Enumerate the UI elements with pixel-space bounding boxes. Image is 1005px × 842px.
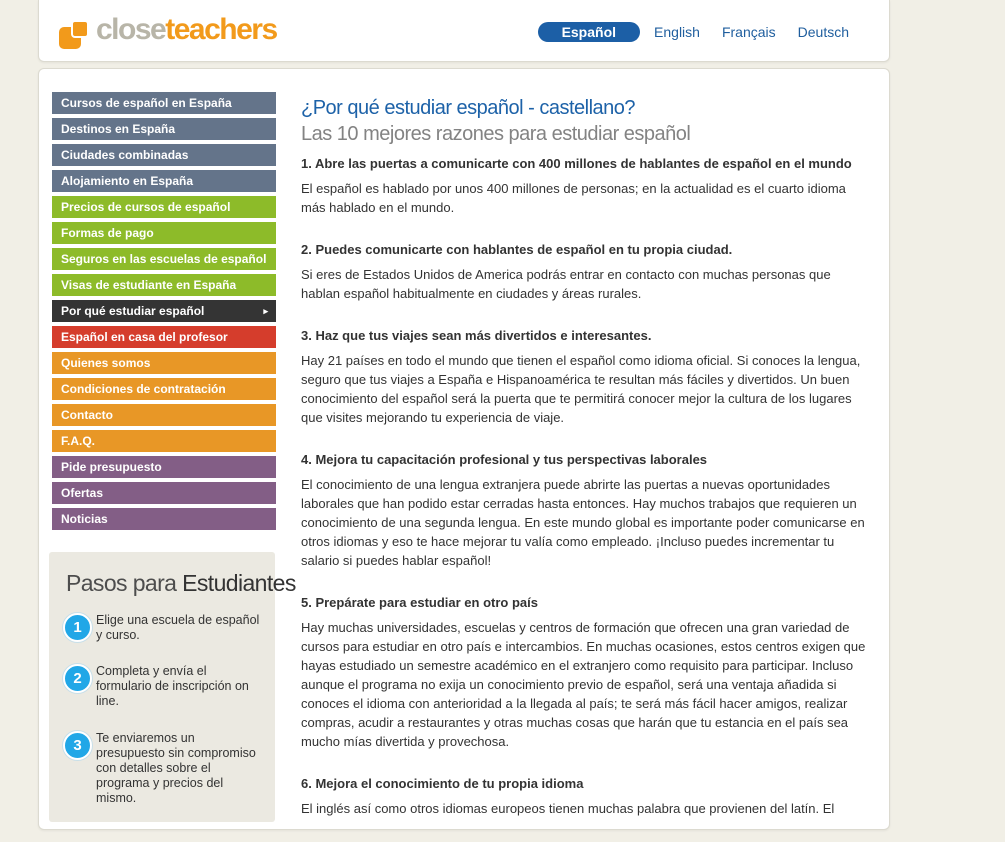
sidebar-item-label: Español en casa del profesor xyxy=(61,330,228,344)
main-panel xyxy=(38,68,890,830)
lang-deutsch[interactable]: Deutsch xyxy=(797,24,849,40)
step-number-badge: 3 xyxy=(63,731,92,760)
lang-espanol[interactable]: Español xyxy=(538,22,640,42)
sidebar-item[interactable] xyxy=(52,92,276,114)
sidebar-item[interactable] xyxy=(52,326,276,348)
reason-text: Hay 21 países en todo el mundo que tienen el español como idioma oficial. Si conoces la lengua, seguro que tus viajes a España e Hispanoamérica te resultan más fáciles y divertidos. Un buen conocimiento del español será la puerta que te permitirá conocer mejor la cultura de los lugares que visites mejorando tu experiencia de viaje. xyxy=(301,353,861,425)
reason-heading: 1. Abre las puertas a comunicarte con 400 millones de hablantes de español en el mundo xyxy=(301,156,852,171)
sidebar-item[interactable] xyxy=(52,352,276,374)
logo-text: closeteachers xyxy=(96,13,277,46)
reason-heading: 2. Puedes comunicarte con hablantes de español en tu propia ciudad. xyxy=(301,242,733,257)
reason-item xyxy=(301,155,866,217)
step-text: Elige una escuela de español y curso. xyxy=(96,613,260,642)
reasons-list xyxy=(301,155,866,818)
step-number-badge: 1 xyxy=(63,613,92,642)
page-title: ¿Por qué estudiar español - castellano? xyxy=(301,97,636,119)
sidebar-item[interactable] xyxy=(52,378,276,400)
sidebar-item-label: Quienes somos xyxy=(61,356,151,370)
reason-text: Si eres de Estados Unidos de America podrás entrar en contacto con muchas personas que hablan español habitualmente en ciudades y áreas rurales. xyxy=(301,267,831,301)
reason-item xyxy=(301,594,866,751)
sidebar-item[interactable] xyxy=(52,118,276,140)
sidebar-item[interactable] xyxy=(52,404,276,426)
reason-text: Hay muchas universidades, escuelas y centros de formación que ofrecen una gran variedad de cursos para estudiar en otro país e intercambios. En muchas ocasiones, estos centros exigen que hayas estudiado un semestre académico en el extranjero como requisito para participar. Incluso aunque el programa no exija un conocimiento previo de español, será una ventaja añadida si conoces el idioma con anterioridad a la llegada al país; te será más fácil hacer amigos, realizar compras, acudir a restaurantes y otras muchas cosas que harán que tu estancia en el país sea mucho mías divertida y provechosa. xyxy=(301,620,866,749)
sidebar-item[interactable] xyxy=(52,144,276,166)
sidebar-item[interactable] xyxy=(52,222,276,244)
lang-english[interactable]: English xyxy=(654,24,700,40)
step-text: Te enviaremos un presupuesto sin compromiso con detalles sobre el programa y precios del mismo. xyxy=(96,731,256,805)
sidebar-item-label: Contacto xyxy=(61,408,113,422)
lang-francais[interactable]: Français xyxy=(721,24,776,40)
site-header xyxy=(38,0,890,62)
reason-heading: 5. Prepárate para estudiar en otro país xyxy=(301,595,538,610)
sidebar-item-label: F.A.Q. xyxy=(61,434,96,448)
sidebar-item[interactable] xyxy=(52,196,276,218)
chevron-right-icon: ▸ xyxy=(263,306,268,316)
sidebar-item-label: Ciudades combinadas xyxy=(61,148,189,162)
sidebar-nav xyxy=(52,92,276,534)
sidebar-item[interactable] xyxy=(52,508,276,530)
sidebar-item-label: Pide presupuesto xyxy=(61,460,162,474)
student-steps-box xyxy=(49,552,296,822)
reason-text: El inglés así como otros idiomas europeos tienen muchas palabra que provienen del latín. El xyxy=(301,801,835,816)
reason-item xyxy=(301,451,866,570)
sidebar-item-label: Precios de cursos de español xyxy=(61,200,231,214)
step-text: Completa y envía el formulario de inscripción on line. xyxy=(96,664,249,708)
sidebar-item-label: Seguros en las escuelas de español xyxy=(61,252,267,266)
sidebar-item[interactable] xyxy=(52,274,276,296)
reason-text: El español es hablado por unos 400 millones de personas; en la actualidad es el cuarto idioma más hablado en el mundo. xyxy=(301,181,846,215)
sidebar-item-label: Noticias xyxy=(61,512,108,526)
reason-item xyxy=(301,775,866,818)
sidebar-item[interactable] xyxy=(52,170,276,192)
reason-text: El conocimiento de una lengua extranjera puede abrirte las puertas a nuevas oportunidades laborales que han podido estar cerradas hasta entonces. Hay muchos trabajos que requieren un conocimiento de una segunda lengua. En este mundo global es importante poder comunicarse en otros idiomas y eso te hace mejorar tu valía como empleado. ¡Incluso puedes incrementar tu salario si puedes hablar español! xyxy=(301,477,865,568)
logo-icon xyxy=(59,17,95,49)
language-switcher xyxy=(538,22,857,42)
sidebar-item[interactable] xyxy=(52,248,276,270)
reason-heading: 3. Haz que tus viajes sean más divertidos e interesantes. xyxy=(301,328,652,343)
reason-item xyxy=(301,327,866,427)
sidebar-item[interactable] xyxy=(52,300,276,322)
sidebar-item-label: Ofertas xyxy=(61,486,104,500)
sidebar-item-label: Formas de pago xyxy=(61,226,154,240)
sidebar-item-label: Visas de estudiante en España xyxy=(61,278,237,292)
steps-title: Pasos para Estudiantes xyxy=(66,570,296,596)
sidebar-item[interactable] xyxy=(52,482,276,504)
sidebar-item-label: Destinos en España xyxy=(61,122,176,136)
sidebar-item[interactable] xyxy=(52,456,276,478)
sidebar-item[interactable] xyxy=(52,430,276,452)
reason-item xyxy=(301,241,866,303)
sidebar-item-label: Condiciones de contratación xyxy=(61,382,226,396)
sidebar-item-label: Alojamiento en España xyxy=(61,174,194,188)
reason-heading: 6. Mejora el conocimiento de tu propia idioma xyxy=(301,776,584,791)
closeteachers-logo[interactable] xyxy=(59,11,279,51)
sidebar-item-label: Cursos de español en España xyxy=(61,96,232,110)
reason-heading: 4. Mejora tu capacitación profesional y tus perspectivas laborales xyxy=(301,452,708,467)
page-subtitle: Las 10 mejores razones para estudiar español xyxy=(301,123,691,145)
sidebar-item-label: Por qué estudiar español xyxy=(61,304,205,318)
step-number-badge: 2 xyxy=(63,664,92,693)
article xyxy=(301,95,866,842)
